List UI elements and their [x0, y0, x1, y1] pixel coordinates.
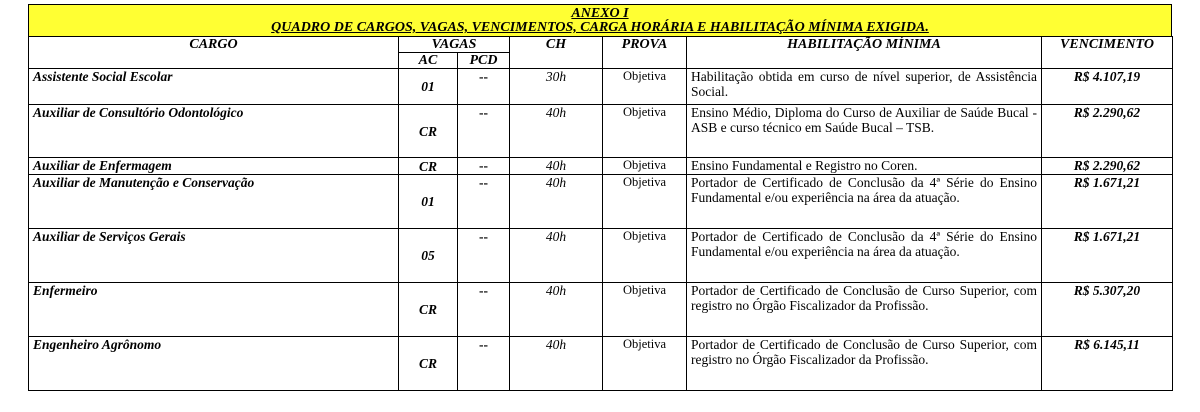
- cell-cargo: Auxiliar de Serviços Gerais: [29, 229, 399, 283]
- cell-ch: 40h: [510, 175, 603, 229]
- cell-habilitacao: Portador de Certificado de Conclusão da 4ª Série do Ensino Fundamental e/ou experiência na área da atuação.: [687, 175, 1042, 229]
- title-band: [28, 4, 1172, 36]
- cell-pcd: --: [458, 69, 510, 105]
- cell-vencimento: R$ 2.290,62: [1042, 105, 1173, 158]
- cell-prova: Objetiva: [603, 337, 687, 391]
- cell-pcd: --: [458, 337, 510, 391]
- cell-habilitacao: Portador de Certificado de Conclusão da 4ª Série do Ensino Fundamental e/ou experiência na área da atuação.: [687, 229, 1042, 283]
- positions-table: [28, 36, 1173, 391]
- cell-cargo: Auxiliar de Consultório Odontológico: [29, 105, 399, 158]
- cell-ac: CR: [399, 283, 458, 337]
- table-row: [29, 158, 1173, 175]
- cell-prova: Objetiva: [603, 158, 687, 175]
- cell-ch: 40h: [510, 158, 603, 175]
- table-row: [29, 175, 1173, 229]
- cell-ac: 01: [399, 175, 458, 229]
- table-row: [29, 283, 1173, 337]
- cell-prova: Objetiva: [603, 69, 687, 105]
- cell-pcd: --: [458, 158, 510, 175]
- cell-habilitacao: Portador de Certificado de Conclusão de Curso Superior, com registro no Órgão Fiscalizador da Profissão.: [687, 337, 1042, 391]
- cell-ac: CR: [399, 158, 458, 175]
- header-cargo: CARGO: [29, 37, 399, 69]
- table-row: [29, 229, 1173, 283]
- cell-ch: 40h: [510, 283, 603, 337]
- annex-document: [28, 4, 1172, 391]
- header-prova: PROVA: [603, 37, 687, 69]
- cell-vencimento: R$ 6.145,11: [1042, 337, 1173, 391]
- cell-cargo: Engenheiro Agrônomo: [29, 337, 399, 391]
- cell-habilitacao: Ensino Médio, Diploma do Curso de Auxiliar de Saúde Bucal - ASB e curso técnico em Saúde Bucal – TSB.: [687, 105, 1042, 158]
- cell-pcd: --: [458, 105, 510, 158]
- cell-ch: 40h: [510, 337, 603, 391]
- cell-ac: CR: [399, 337, 458, 391]
- cell-prova: Objetiva: [603, 175, 687, 229]
- annex-title: QUADRO DE CARGOS, VAGAS, VENCIMENTOS, CARGA HORÁRIA E HABILITAÇÃO MÍNIMA EXIGIDA.: [271, 20, 929, 35]
- annex-label: ANEXO I: [571, 6, 629, 21]
- cell-vencimento: R$ 1.671,21: [1042, 229, 1173, 283]
- header-ac: AC: [399, 53, 458, 69]
- cell-ac: CR: [399, 105, 458, 158]
- table-row: [29, 337, 1173, 391]
- header-habilitacao: HABILITAÇÃO MÍNIMA: [687, 37, 1042, 69]
- header-vencimento: VENCIMENTO: [1042, 37, 1173, 69]
- cell-pcd: --: [458, 283, 510, 337]
- cell-habilitacao: Habilitação obtida em curso de nível superior, de Assistência Social.: [687, 69, 1042, 105]
- cell-vencimento: R$ 1.671,21: [1042, 175, 1173, 229]
- cell-vencimento: R$ 5.307,20: [1042, 283, 1173, 337]
- cell-pcd: --: [458, 175, 510, 229]
- cell-cargo: Auxiliar de Enfermagem: [29, 158, 399, 175]
- header-pcd: PCD: [458, 53, 510, 69]
- cell-cargo: Auxiliar de Manutenção e Conservação: [29, 175, 399, 229]
- table-row: [29, 69, 1173, 105]
- header-vagas: VAGAS: [399, 37, 510, 53]
- table-row: [29, 105, 1173, 158]
- cell-prova: Objetiva: [603, 229, 687, 283]
- header-ch: CH: [510, 37, 603, 69]
- cell-vencimento: R$ 2.290,62: [1042, 158, 1173, 175]
- cell-cargo: Enfermeiro: [29, 283, 399, 337]
- cell-ch: 40h: [510, 105, 603, 158]
- cell-pcd: --: [458, 229, 510, 283]
- cell-ac: 01: [399, 69, 458, 105]
- cell-ac: 05: [399, 229, 458, 283]
- cell-habilitacao: Portador de Certificado de Conclusão de Curso Superior, com registro no Órgão Fiscalizador da Profissão.: [687, 283, 1042, 337]
- cell-vencimento: R$ 4.107,19: [1042, 69, 1173, 105]
- cell-ch: 30h: [510, 69, 603, 105]
- cell-ch: 40h: [510, 229, 603, 283]
- cell-prova: Objetiva: [603, 283, 687, 337]
- cell-cargo: Assistente Social Escolar: [29, 69, 399, 105]
- cell-prova: Objetiva: [603, 105, 687, 158]
- cell-habilitacao: Ensino Fundamental e Registro no Coren.: [687, 158, 1042, 175]
